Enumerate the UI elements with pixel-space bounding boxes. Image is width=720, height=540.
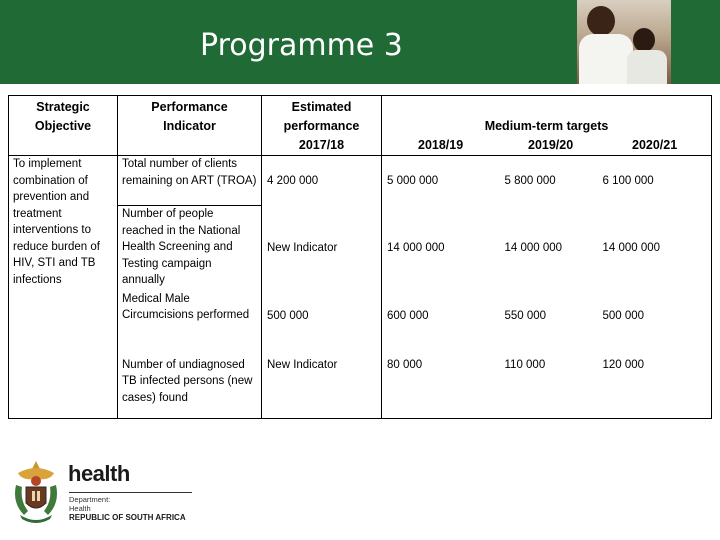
medium-term-targets-label: Medium-term targets — [484, 119, 609, 133]
estimated-cell: 500 000 — [262, 291, 382, 343]
photo-child-shirt — [627, 50, 667, 84]
indicator-cell: Number of people reached in the National Health Screening and Testing campaign annually — [118, 206, 262, 291]
photo-doctor-head — [587, 6, 615, 36]
target-cell: 14 000 000 — [504, 241, 563, 254]
target-cell: 80 000 — [382, 343, 500, 419]
indicator-cell: Total number of clients remaining on ART (TROA) — [118, 156, 262, 206]
year-2019-20: 2019/20 — [528, 138, 574, 152]
header-banner — [0, 0, 720, 84]
year-2020-21: 2020/21 — [632, 138, 678, 152]
target-cell: 6 100 000 — [598, 156, 712, 206]
indicator-cell: Number of undiagnosed TB infected persons (new cases) found — [118, 343, 262, 419]
target-cell: 5 000 000 — [387, 174, 439, 187]
target-cell: 120 000 — [598, 343, 712, 419]
estimated-cell: 4 200 000 — [262, 156, 382, 206]
table-header-row — [9, 96, 712, 156]
target-cell: 14 000 000 — [387, 241, 445, 254]
header-estimated-performance: Estimated performance 2017/18 — [262, 96, 382, 156]
logo-word: health — [68, 461, 130, 486]
target-cell: 500 000 — [598, 291, 712, 343]
year-2018-19: 2018/19 — [418, 138, 464, 152]
logo-health-label: Health — [69, 504, 91, 513]
target-cell: 14 000 000 — [598, 206, 712, 291]
header-performance-indicator: Performance Indicator — [118, 96, 262, 156]
logo-department-label: Department: — [69, 495, 111, 504]
estimated-cell: New Indicator — [262, 343, 382, 419]
estimated-cell: New Indicator — [262, 206, 382, 291]
health-department-logo — [10, 459, 195, 527]
photo-doctor-coat — [579, 34, 633, 84]
target-cell: 5 800 000 — [504, 174, 556, 187]
coat-of-arms-icon — [10, 459, 62, 527]
target-cell: 110 000 — [500, 343, 598, 419]
header-photo — [577, 0, 671, 84]
page-title: Programme 3 — [200, 28, 403, 63]
performance-table — [8, 95, 712, 419]
logo-country-label: REPUBLIC OF SOUTH AFRICA — [69, 513, 186, 522]
photo-child-head — [633, 28, 655, 52]
header-strategic-objective: Strategic Objective — [9, 96, 118, 156]
logo-divider — [69, 492, 192, 493]
target-cell: 550 000 — [504, 310, 547, 323]
table-row — [9, 156, 712, 206]
header-medium-term-targets — [382, 96, 712, 156]
strategic-objective-cell: To implement combination of prevention and treatment interventions to reduce burden of HIV, STI and TB infections — [9, 156, 118, 419]
indicator-cell: Medical Male Circumcisions performed — [118, 291, 262, 343]
target-cell: 600 000 — [387, 310, 429, 323]
